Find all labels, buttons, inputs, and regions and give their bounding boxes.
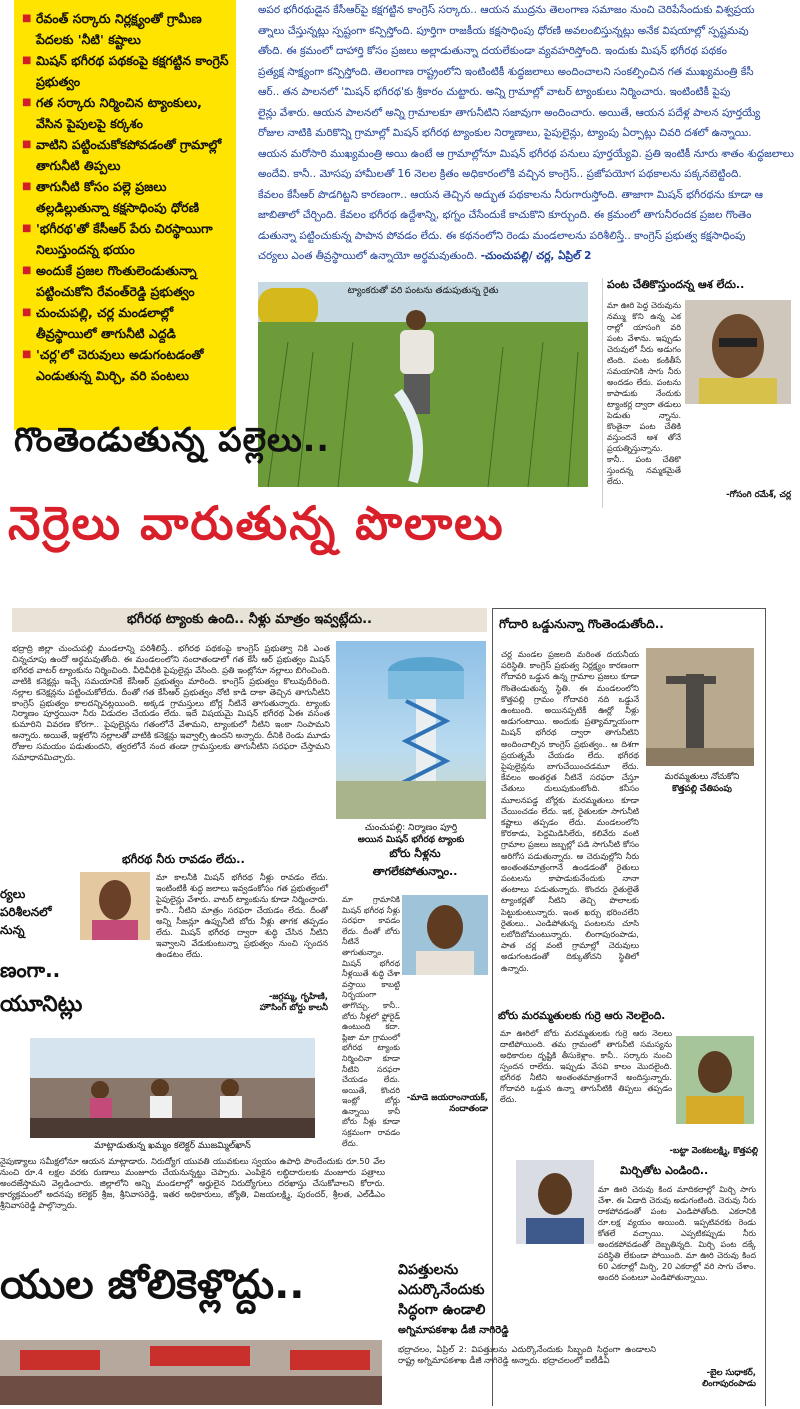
bore-water-signature xyxy=(342,1093,488,1115)
person-photo-icon xyxy=(80,872,150,940)
chilli-title: మిర్చితోట ఎండింది.. xyxy=(620,1164,709,1177)
godari-title: గోదారి ఒడ్డునున్నా గొంతెండుతోంది.. xyxy=(499,617,664,631)
meeting-illustration xyxy=(30,1038,315,1138)
godari-text-continued xyxy=(500,810,758,1006)
person-photo-icon xyxy=(685,300,791,404)
farmer-quote-box xyxy=(602,278,795,508)
article-line: కేవలం కేసీఆర్ పొడగిట్టని కారణంగా.. ఆయన తెచ్చిన అద్భుత పథకాలను నీరుగారుస్తోంది. తాజాగా మిషన్ భగీరథను కూడా ఆ xyxy=(258,188,764,201)
article-last-line: చర్యలు ఎంత తీవ్రస్థాయిలో ఉన్నాయో అర్థమవుతుంది. xyxy=(258,250,478,262)
fire-story-subtitle: అగ్నిమాపకశాఖ డీజీ నాగిరెడ్డి xyxy=(398,1325,509,1336)
pump-caption xyxy=(643,771,761,795)
farmer-quote-text xyxy=(607,300,681,487)
no-water-text: మా కాలనీకి మిషన్ భగీరథ నీళ్లు రావడం లేదు. ఇంటింటికీ శుద్ధ జలాలు ఇవ్వడంకోసం గత ప్రభుత్వంలో పైపులైన్లు వేశారు. వాటర్ ట్యాంకును కూడా నిర్మించారు. కానీ.. నీటిని మాత్రం సరఫరా చేయడం లేదు. దీంతో అన్ని సీజన్లూ ఉప్పునీటి బోరు నీళ్లు తాగక తప్పడం లేదు. మిషన్ భగీరథ ద్వారా శుద్ధి చేసిన నీటిని ఇవ్వాలని వేడుకుంటున్నా ప్రభుత్వం నుంచి స్పందన ఉండటం లేదు. xyxy=(156,872,328,959)
bore-water-text-col xyxy=(342,895,400,1148)
protest-photo xyxy=(0,1340,382,1405)
highlight-item: ■ వాటిని పట్టించుకోకపోవడంతో గ్రామాల్లో తాగునీటి తిప్పలు xyxy=(22,134,230,176)
collector-meeting-photo xyxy=(30,1038,315,1138)
bore-repair-title: బోరు మరమ్మతులకు గుర్రె ఆరు నెలలైంది. xyxy=(498,1010,666,1022)
highlight-item: ■ మిషన్ భగీరథ పథకంపై కక్షగట్టిన కాంగ్రెస్ ప్రభుత్వం xyxy=(22,50,230,92)
article-byline: -చుంచుపల్లి/ చర్ల, ఏప్రిల్ 2 xyxy=(480,250,592,262)
no-water-signature xyxy=(188,992,328,1014)
bore-water-title-line: బోరు నీళ్లను xyxy=(389,847,441,860)
bore-water-text: మా గ్రామానికి మిషన్ భగీరథ నీళ్లు సరఫరా కావడం లేదు. దీంతో బోరు నీటినే తాగుతున్నాం. మిషన్ భగీరథ నీళ్లయితే శుద్ధి చేశా వస్తాయి కాబట్టి నిర్భయంగా తాగొచ్చు. కానీ.. బోరు నీళ్లలో ఫ్లోరైడ్ ఉంటుంది కదా. ప్లిజా మా గ్రామంలో భగీరథ ట్యాంకు నిర్మించినా కూడా నీటిని సరఫరా చేయడం లేదు. అయితే, కొందరి ఇంట్లో బోర్లు ఉన్నాయి కానీ బోరు నీళ్లు కూడా సక్రమంగా రావడం లేదు. xyxy=(342,895,400,1148)
farmer-quote-signature: -గోసంగి రమేశ్, చర్ల xyxy=(726,490,791,500)
article-line: లైన్లు వేశారు. ఆయన పాలనలో అన్ని గ్రామాలకూ తాగునీటిని సజావుగా అందించారు. అయితే, ఆయన పదేళ్ల పాలన పూర్తయ్యే xyxy=(258,106,761,119)
bore-water-quote xyxy=(340,845,490,1148)
photo-caption: ట్యాంకరుతో వరి పంటను తడుపుతున్న రైతు xyxy=(347,286,499,296)
tank-caption-line: చుంచుపల్లి: నిర్మాణం పూర్తి xyxy=(364,823,458,833)
pump-illustration xyxy=(646,648,754,766)
fire-title-line: సిద్ధంగా ఉండాలి xyxy=(398,1302,486,1318)
article-line xyxy=(258,246,788,267)
headline-main: నెర్రెలు వారుతున్న పొలాలు xyxy=(8,496,505,550)
section-title-bar xyxy=(12,608,487,632)
bore-water-text-cont xyxy=(342,980,488,1080)
signature-line: నందాతండా xyxy=(449,1104,488,1114)
bore-water-title xyxy=(340,845,490,881)
protest-illustration xyxy=(0,1340,382,1405)
highlight-item: ■ రేవంత్ సర్కారు నిర్లక్ష్యంతో గ్రామీణ పేదలకు 'నీటి' కష్టాలు xyxy=(22,8,230,50)
left-column-text: భద్రాద్రి జిల్లా చుంచుపల్లి మండలాన్ని పరిశీలిస్తే.. భగీరథ పథకంపై కాంగ్రెస్ ప్రభుత్వా నికి ఎంత చిన్నచూపు ఉందో అర్థమవుతోంది. ఈ మండలంలోని నందాతండాలో గత కేసీ ఆర్ ప్రభుత్వం మిషన్ భగీరథ వాటర్ ట్యాంకును నిర్మించింది. వీధివీధికి పైపులైన్లు వేసింది. ప్రతి ఇంట్లోనూ నల్లాలు బిగించింది. వాటికి కనెక్షన్లు ఇచ్చే సమయానికే కేసీఆర్ ప్రభుత్వం మారింది. కాంగ్రెస్ ప్రభుత్వం కొలువుదీరింది. నల్లాల కనెక్షన్లను పట్టించుకోలేదు. దీంతో గత కేసీఆర్ ప్రభుత్వం నోటి కాడి దాకా తెచ్చిన తాగునీటిని కాంగ్రెస్ ప్రభుత్వం కాలదన్నినట్లయింది. అక్కడ గ్రామస్తులు బోర్ల నీటినే తాగుతున్నారు. ట్యాంకు నిర్మాణం పూర్తయినా నీరు విడుదల చేయడం లేదు. ఇదే విషయమై మిషన్ భగీరథ ఏఈ వసంత కుమారిని వివరణ కోరగా.. పైపులైన్లను గతంలోనే వేశామని, ట్యాంకులో నీటిని ఇంకా నింపామని అన్నారు. అయితే, ఇళ్లలోని నల్లాలతో వాటికి కనెక్షన్లు ఇవ్వాల్సి ఉందని అన్నారు. దీనికి రెండు మూడు రోజుల సమయం పడుతుందని, త్వరలోనే నంద తండా గ్రామస్తులకు తాగునీటిని సరఫరా చేస్తామని సమాధానమిచ్చారు. xyxy=(12,643,330,763)
signature-line: -మాడె జయరాంనాయక్, xyxy=(406,1093,488,1103)
fire-story-title xyxy=(398,1260,656,1320)
fragment-line: పరిశీలనలో xyxy=(0,905,52,919)
bore-repair-quote xyxy=(498,1010,760,1170)
cutoff-headline: యూనిట్లు xyxy=(0,992,83,1017)
tank-illustration xyxy=(336,641,486,819)
highlight-item: ■ అందుకే ప్రజల గొంతులెండుతున్నా పట్టించుకోని రేవంత్‌రెడ్డి ప్రభుత్వం xyxy=(22,260,230,302)
article-line: అపర భగీరథుడైన కేసీఆర్‌పై కక్షగట్టిన కాంగ్రెస్ సర్కారు.. ఆయన ముద్రను తెలంగాణ సమాజం నుంచి చెరిపేసేందుకు విశ్వప్రయ xyxy=(258,4,755,16)
highlight-item: ■ తాగునీటి కోసం పల్లె ప్రజలు తల్లడిల్లుతున్నా కక్షసాధింపు ధోరణి xyxy=(22,176,230,218)
article-line: డుతున్నా పట్టించుకున్న పాపాన పోవడం లేదు. ఈ కథనంలోని రెండు మండలాలను పరిశీలిస్తే.. కాంగ్రెస్ ప్రభుత్వ కక్షసాధింపు xyxy=(258,229,746,242)
article-line: ప్రత్యక్ష సాక్ష్యంగా కన్పిస్తోంది. తెలంగాణ రాష్ట్రంలోని ఇంటింటికీ శుద్ధజలాలు అందించాలని సంకల్పించిన గత ముఖ్యమంత్రి కేసీ xyxy=(258,65,754,78)
pump-caption-line: కొత్తపల్లి చేతిపంపు xyxy=(672,784,732,794)
person-photo-icon xyxy=(402,895,488,975)
highlights-list xyxy=(14,0,236,386)
meeting-caption: మాట్లాడుతున్న ఖమ్మం కలెక్టర్ ముజమ్మిల్‌ఖాన్ xyxy=(94,1141,251,1151)
person-photo-icon xyxy=(516,1160,594,1244)
farmer-quote-title: పంట చేతికొస్తుందన్న ఆశ లేదు.. xyxy=(607,278,745,291)
woman-portrait xyxy=(80,872,150,940)
bore-repair-text: మా ఊరిలో బోరు మరమ్మతులకు గుర్రె ఆరు నెలలు దాటిపోయింది. తమ గ్రామంలో తాగునీటి సమస్యను అధికారుల దృష్టికి తీసుకెళ్లాం. కానీ.. సర్కారు నుంచి స్పందన రాలేదు. ఇప్పుడు వేసవి కాలం మొదలైంది. భగీరథ నీటిని అంతంతమాత్రంగానే అందిస్తున్నారు. గోదావరి ఒడ్డున ఉన్నా తాగునీటికి తిప్పలు తప్పడం లేదు. xyxy=(500,1029,672,1104)
person-photo-icon xyxy=(676,1036,754,1124)
pump-caption-line: మరమ్మతులు నోచుకోని xyxy=(664,772,740,782)
highlight-item: ■ గత సర్కారు నిర్మించిన ట్యాంకులు, వేసిన పైపులపై కర్కశం xyxy=(22,92,230,134)
water-tank-photo xyxy=(336,641,486,819)
cutoff-story-fragment xyxy=(0,885,80,939)
highlights-box xyxy=(14,0,236,430)
farmer-portrait xyxy=(685,300,791,404)
fire-title-line: ఎదుర్కొనేందుకు xyxy=(398,1282,485,1298)
fragment-line: నున్న xyxy=(0,923,25,937)
top-article xyxy=(258,0,794,267)
signature-line: -జగ్గమ్మ, గృహిణి, xyxy=(268,992,328,1002)
signature-line: -బైల సుధాకర్, xyxy=(706,1368,756,1378)
highlight-item: ■ చుంచుపల్లి, చర్ల మండలాల్లో తీవ్రస్థాయిలో తాగునీటి ఎద్దడి xyxy=(22,302,230,344)
section-title: భగీరథ ట్యాంకు ఉంది.. నీళ్లు మాత్రం ఇవ్వట్లేదు.. xyxy=(127,612,372,627)
article-line: జాబితాలో చేర్చింది. కేవలం భగీరథ ఉద్దేశాన్ని, భగ్నం చేసేందుకే కాచుకొని కూర్చుంది. ఈ క్రమంలో తాగునీరందక ప్రజల గొంతెం xyxy=(258,209,752,221)
cutoff-headline: ణంగా.. xyxy=(0,958,61,982)
no-water-title: భగీరథ నీరు రావడం లేదు.. xyxy=(122,852,245,866)
article-line: ఆయన మరోసారి ముఖ్యమంత్రి అయి ఉంటే ఆ గ్రామాల్లోనూ మిషన్ భగీరథ పనులు పూర్తయ్యేవి. ప్రతి ఇంటికీ నూరు శాతం శుద్ధజలాలు xyxy=(258,147,794,160)
highlight-item: ■ 'భగీరథ'తో కేసీఆర్ పేరు చిరస్థాయిగా నిలుస్తుందన్న భయం xyxy=(22,218,230,260)
article-line: రోజుల నాటికి మరికొన్ని గ్రామాల్లో మిషన్ భగీరథ ట్యాంకుల నిర్మాణాలు, పైపులైన్లు, ట్యాంపు ఏర్పాట్లు చివరి దశలో ఉన్నాయి. xyxy=(258,127,752,139)
signature-line: లింగాపురంపాడు xyxy=(702,1379,756,1389)
headline-primary: గొంతెండుతున్న పల్లెలు.. xyxy=(14,420,330,459)
article-line: తోంది. ఈ క్రమంలో దాహార్తి కోసం ప్రజలు అల్లాడుతున్నా దయలేకుండా వ్యవహరిస్తోంది. ఇందుకు మిషన్ భగీరథ పథకం xyxy=(258,45,727,57)
fire-story-text: భద్రాచలం, ఏప్రిల్ 2: విపత్తులను ఎదుర్కొనేందుకు సిబ్బంది సిద్ధంగా ఉండాలని రాష్ట్ర అగ్నిమాపకశాఖ డీజీ నాగిరెడ్డి అన్నారు. భద్రాచలంలో ఐటీడీఏ xyxy=(398,1344,656,1365)
hand-pump-photo xyxy=(646,648,754,766)
man-portrait xyxy=(516,1160,594,1244)
bore-water-title-line: తాగలేకపోతున్నాం.. xyxy=(372,865,458,878)
man-portrait xyxy=(402,895,488,975)
woman-portrait xyxy=(676,1036,754,1124)
tank-caption xyxy=(336,822,486,846)
godari-text: చర్ల మండల ప్రజలది మరింత దయనీయ పరిస్థితి. కాంగ్రెస్ ప్రభుత్వ నిర్లక్ష్యం కారణంగా గోదావరి ఒడ్డున ఉన్న గ్రామాల ప్రజలు కూడా గొంతెండుతున్న స్థితి. ఈ మండలంలోని కొత్తపల్లి గ్రామం గోదావరి నది ఒడ్డునే ఉంటుంది. అయినప్పటికీ ఊర్లో నీళ్లు అడుగంటాయి. అందుకు ప్రత్యామ్నాయంగా మిషన్ భగీరథ ద్వారా తాగునీటిని అందించాల్సిన కాంగ్రెస్ ప్రభుత్వం.. ఆ దిశగా ప్రయత్నమే చేయడం లేదు. భగీరథ పైపులైన్లను బాగుచేయించడమూ లేదు. కేవలం అంతర్గత నీటినే సరఫరా చేస్తూ చేతులు దులుపుకుంటోంది. కనీసం మూలనపడ్డ బోర్లకు మరమ్మతులు కూడా చేయించడం లేదు. ఇక, రైతులకూ సాగునీటి కష్టాలు తప్పడం లేదు. మండలంలోని కొరకాడు, పెద్దమిడిసిలేరు, కలివేరు వంటి గ్రామాల ప్రజలు జబ్బల్లో పడి సాగునీటి కోసం అరిగోస పడుతున్నారు. ఆ చెరువుల్లోని నీరు అంతంతమాత్రంగానే ఉండడంతో రైతులు పంటలను కాపాడుకునేందుకు నానా తంటాలు పడుతున్నారు. కొందరు రైతులైతే ట్యాంకర్లతో నీటిని తెచ్చి పొలాలకు పెట్టుకుంటున్నారు. ఇంత ఖర్చు భరించలేని రైతులు.. ఎండిపోతున్న పంటలను చూసి లబోదిబోమంటున్నారు. లింగాపురంపాడు, పాత చర్ల వంటి గ్రామాల్లో చెరువులు అడుగంటడంతో దిక్కుతోచని స్థితిలో ఉన్నారు. xyxy=(501,649,639,973)
chilli-text: మా ఊరి చెరువు కింద మాదికలాల్లో మిర్చి సాగు చేశా. ఈ ఏడాది చెరువు అడుగంటింది. చెరువు నీరు రాకపోవడంతో పంట ఎండిపోతోంది. ఎకరానికి రూ.లక్ష వ్యయం అయింది. ఇప్పటివరకు రెండు కోతలే వచ్చాయి. ఎప్పటికప్పుడు నీరు అందకపోవడంతో దెబ్బతిన్నది. మిర్చి పంట దక్కే పరిస్థితి లేకుండా పోయింది. మా ఊరి చెరువు కింద 60 ఎకరాల్లో మిర్చి, 20 ఎకరాల్లో వరి సాగు చేశాం. అందరి పంటలూ ఎండిపోతున్నాయి. xyxy=(598,1185,756,1282)
fragment-line: ర్యలు xyxy=(0,887,26,901)
article-line: ఆర్.. తన పాలనలో 'మిషన్ భగీరథ'కు శ్రీకారం చుట్టారు. అన్ని గ్రామాల్లో వాటర్ ట్యాంకులు నిర్మించారు. ఇంటింటికీ పైపు xyxy=(258,86,731,98)
tank-caption-line: అయిన మిషన్ భగీరథ ట్యాంకు xyxy=(357,835,465,845)
bore-repair-signature: -బట్టా వెంకటలక్ష్మి, కొత్తపల్లి xyxy=(669,1146,758,1156)
farmer-quote-body: మా ఊరి పెద్ద చెరువును నమ్ము కొని ఉన్న ఎక రాల్లో యాసంగి వరి పంట వేశాను. ఇప్పుడు చెరువులో నీరు అడుగం టింది. పంట కంకితీసే సమయానికి సాగు నీరు అందడం లేదు. పంటను కాపాడుకు నేందుకు ట్యాంకర్ల ద్వారా తడులు పెడుతు న్నాను. కొంతైనా పంట చేతికి వస్తుందనే ఆశ తోనే ప్రయత్నిస్తున్నాను. కానీ.. పంట చేతికొ స్తుందన్న నమ్మకమైతే లేదు. xyxy=(607,301,681,486)
article-line: త్నాలు చేస్తున్నట్లు స్పష్టంగా కన్పిస్తోంది. పూర్తిగా రాజకీయ కక్షసాధింపు ధోరణి అవలంబిస్తున్నట్లు అనేక విషయాల్లో స్పష్టమవు xyxy=(258,24,749,37)
highlight-item: ■ 'చర్ల'లో చెరువులు అడుగంటడంతో ఎండుతున్న మిర్చి, వరి పంటలు xyxy=(22,344,230,386)
godari-text-top xyxy=(501,649,639,973)
meeting-body-text: నైపుణ్యాలు సమీక్షలోనూ ఆయన మాట్లాడారు. నిరుద్యోగ యువతి యువకులు స్వయం ఉపాధి పొందేందుకు రూ.50 వేల నుంచి రూ.4 లక్షల వరకు రుణాలు మంజూరు చేయనున్నట్టు చెప్పారు. ఎంపికైన లబ్ధిదారులకు మంజూరు పత్రాలు అందజేస్తామని వెల్లడించారు. జిల్లాలోని అన్ని మండలాల్లో అర్హులైన నిరుద్యోగులు దరఖాస్తు చేసుకోవాలని కోరారు. కార్యక్రమంలో అదనపు కలెక్టర్ శ్రీజ, శ్రీనివాసరెడ్డి, ఇతర అధికారులు, జ్యోతి, విజయలక్ష్మి, పురందర్, శ్రీలత, ఎల్‌డీఎం శ్రీనివాసరెడ్డి పాల్గొన్నారు. xyxy=(0,1156,385,1210)
bottom-headline: యుల జోలికెళ్లొద్దు.. xyxy=(0,1262,305,1308)
signature-line: హౌసింగ్ బోర్డు కాలనీ xyxy=(259,1003,328,1013)
fire-dg-story xyxy=(398,1260,656,1405)
no-water-quote xyxy=(88,852,333,1032)
fire-title-line: విపత్తులను xyxy=(398,1262,459,1278)
article-line: అందేవి. కానీ.. మోసపు హామీలతో 16 నెలల క్రితం అధికారంలోకి వచ్చిన కాంగ్రెస్.. ప్రజోపయోగ పథకాలను పక్కనబెట్టింది. xyxy=(258,168,742,180)
